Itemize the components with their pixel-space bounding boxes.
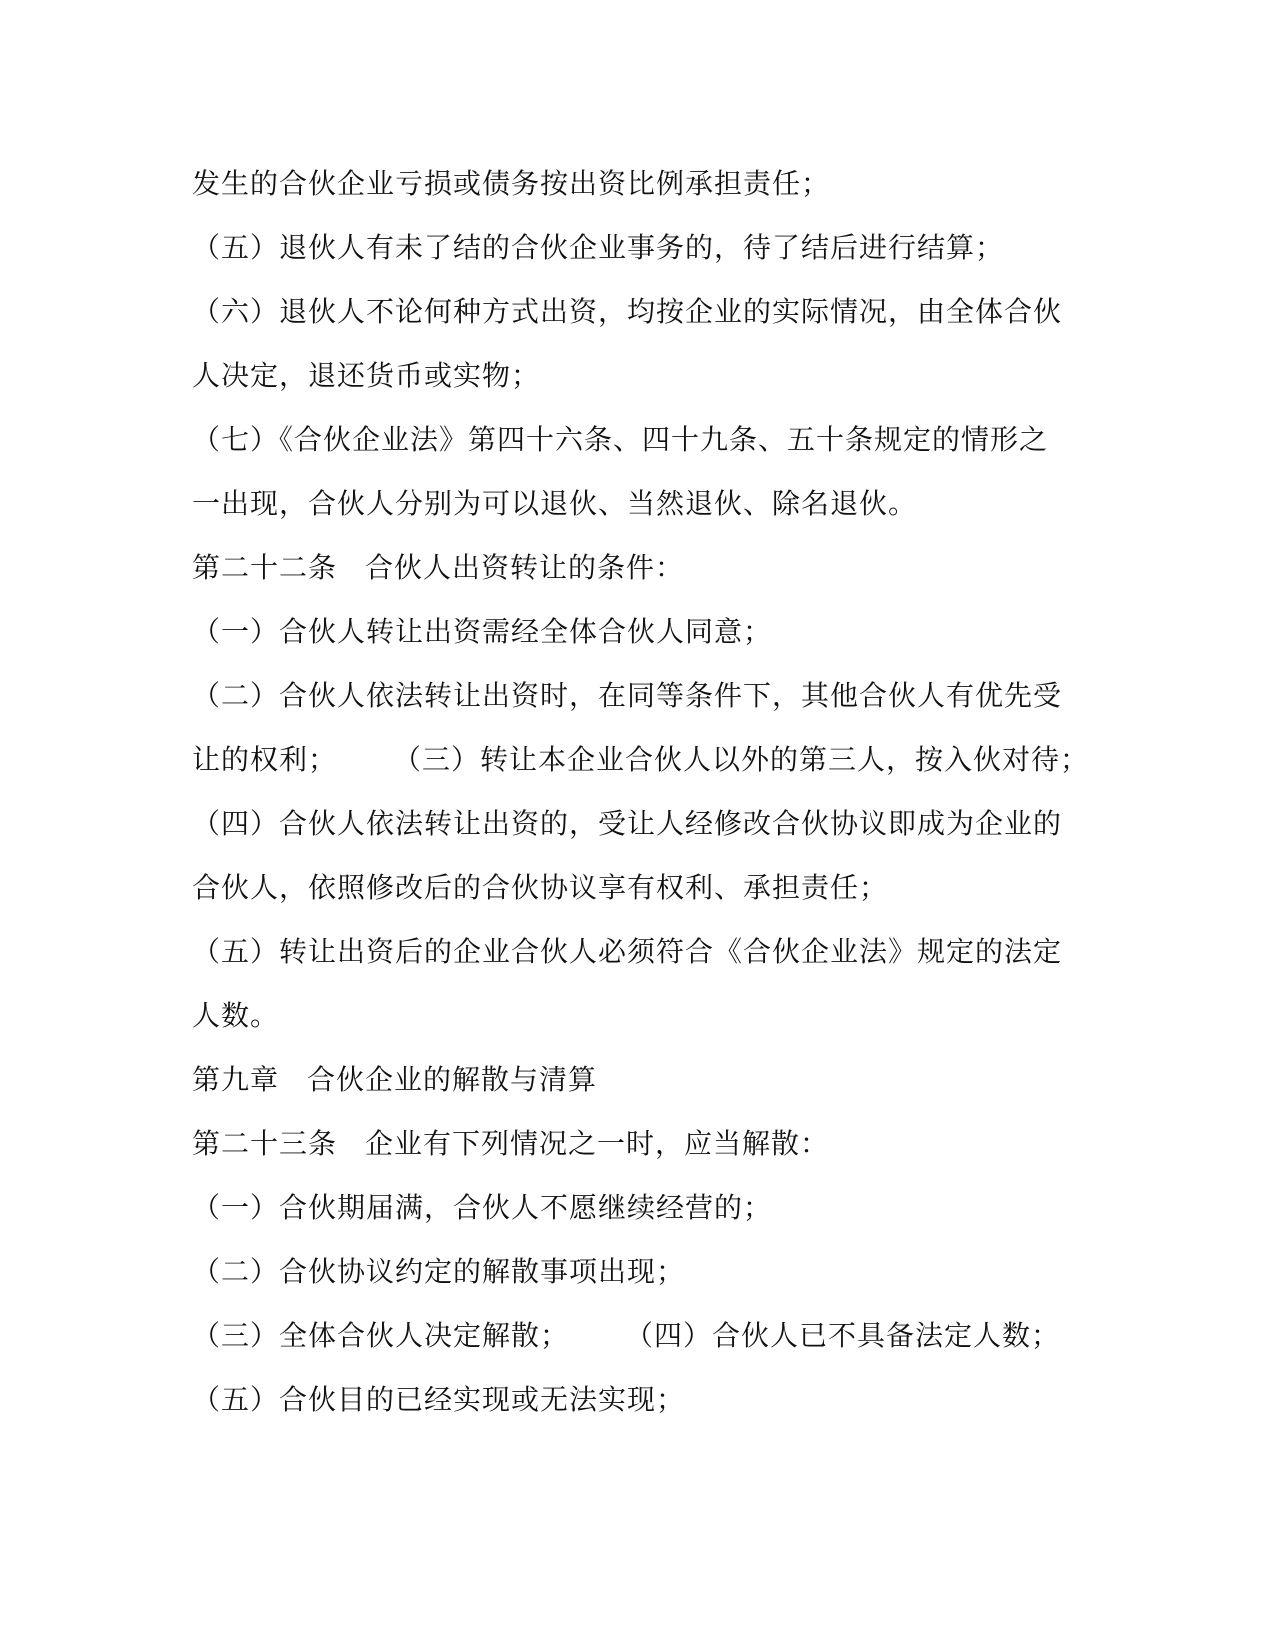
text-line: （五）转让出资后的企业合伙人必须符合《合伙企业法》规定的法定: [192, 935, 1063, 968]
article-22-heading-line: [192, 536, 1072, 600]
article-23-number: 第二十三条: [192, 1127, 338, 1160]
text-line: 合伙人，依照修改后的合伙协议享有权利、承担责任；: [192, 871, 889, 904]
text-segment: （三）全体合伙人决定解散；: [192, 1319, 570, 1352]
text-line: （五）合伙目的已经实现或无法实现；: [192, 1383, 686, 1416]
text-segment: 让的权利；: [192, 743, 338, 776]
text-line: 人数。: [192, 999, 280, 1032]
text-line: （七）《合伙企业法》第四十六条、四十九条、五十条规定的情形之: [192, 423, 1049, 456]
text-line: 一出现，合伙人分别为可以退伙、当然退伙、除名退伙。: [192, 487, 918, 520]
chapter-9-title: 合伙企业的解散与清算: [307, 1063, 598, 1096]
text-line: （一）合伙期届满，合伙人不愿继续经营的；: [192, 1191, 773, 1224]
text-line: （五）退伙人有未了结的合伙企业事务的，待了结后进行结算；: [192, 231, 1005, 264]
article-22-number: 第二十二条: [192, 551, 338, 584]
text-line: （四）合伙人依法转让出资的，受让人经修改合伙协议即成为企业的: [192, 807, 1063, 840]
chapter-9-heading-line: [192, 1048, 1072, 1112]
article-23-heading-line: [192, 1112, 1072, 1176]
text-line-mixed: [192, 1304, 1072, 1368]
article-22-title: 合伙人出资转让的条件：: [365, 551, 685, 584]
document-body: [192, 152, 1090, 1432]
text-segment: （四）合伙人已不具备法定人数；: [625, 1319, 1061, 1352]
article-23-title: 企业有下列情况之一时，应当解散：: [365, 1127, 830, 1160]
text-line-mixed: [192, 728, 1090, 792]
text-line: （六）退伙人不论何种方式出资，均按企业的实际情况，由全体合伙: [192, 295, 1063, 328]
chapter-9-number: 第九章: [192, 1063, 280, 1096]
text-line: 发生的合伙企业亏损或债务按出资比例承担责任；: [192, 167, 831, 200]
text-line: （二）合伙协议约定的解散事项出现；: [192, 1255, 686, 1288]
text-segment: （三）转让本企业合伙人以外的第三人，按入伙对待；: [393, 743, 1090, 776]
text-line: 人决定，退还货币或实物；: [192, 359, 541, 392]
text-line: （一）合伙人转让出资需经全体合伙人同意；: [192, 615, 773, 648]
text-line: （二）合伙人依法转让出资时，在同等条件下，其他合伙人有优先受: [192, 679, 1063, 712]
